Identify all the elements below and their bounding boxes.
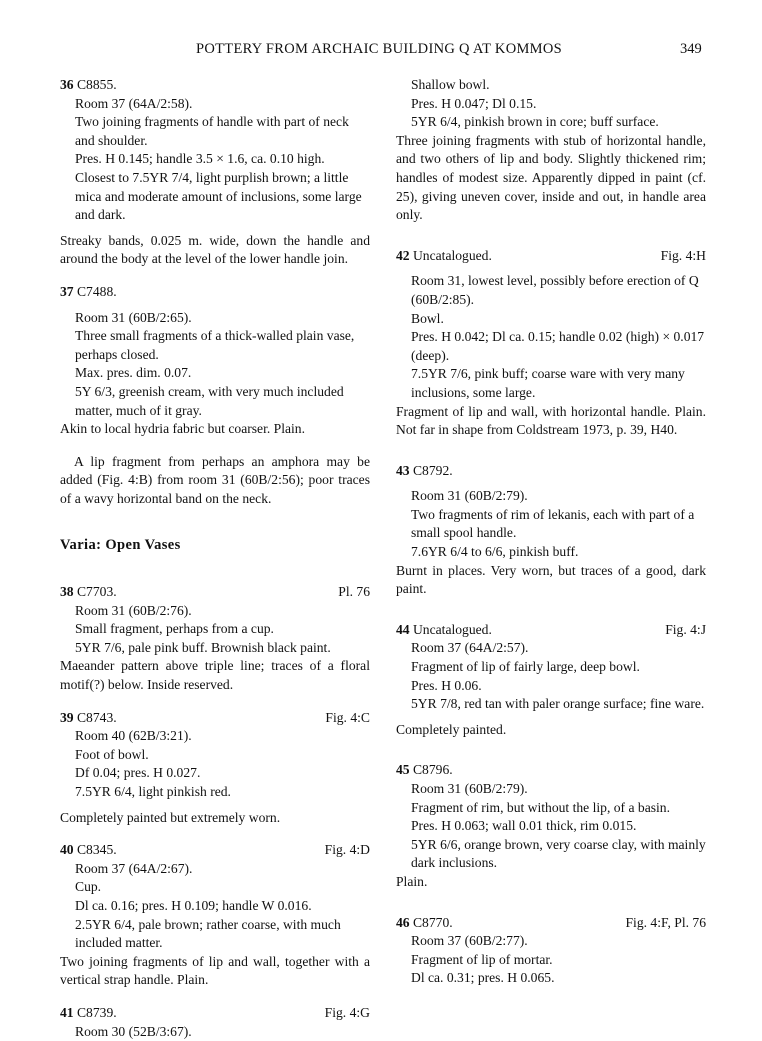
entry-number: 36 <box>60 77 74 92</box>
catalogue-entry-41 <box>60 1004 370 1041</box>
figure-reference: Fig. 4:G <box>324 1004 370 1020</box>
page-header <box>0 40 762 62</box>
entry-details <box>60 309 370 421</box>
entry-details <box>60 727 370 801</box>
detail-line: Room 30 (52B/3:67). <box>75 1023 192 1039</box>
entry-number: 41 <box>60 1004 74 1020</box>
detail-line: Two joining fragments of handle with part of neck and shoulder. <box>75 114 349 148</box>
entry-description: Completely painted but extremely worn. <box>60 809 281 825</box>
entry-details <box>396 76 706 132</box>
detail-line: Df 0.04; pres. H 0.027. <box>75 765 201 781</box>
detail-line: Three small fragments of a thick-walled plain vase, perhaps closed. <box>75 328 355 362</box>
detail-line: 5YR 7/6, pale pink buff. Brownish black paint. <box>75 639 331 655</box>
detail-line: Room 37 (64A/2:58). <box>75 95 193 111</box>
entry-number: 44 <box>396 621 410 637</box>
catalogue-entry-41-continued <box>396 76 706 225</box>
detail-line: Bowl. <box>411 310 444 326</box>
catalogue-id: C8743. <box>73 709 117 725</box>
entry-description: Three joining fragments with stub of horizontal handle, and two others of lip and body. Slightly thickened rim; handles of modest size. Apparently dipped in paint (cf. 25), giving uneven cover, inside and out, in handle area only. <box>396 132 706 223</box>
entry-details <box>396 932 706 988</box>
entry-heading <box>60 283 370 302</box>
running-title: POTTERY FROM ARCHAIC BUILDING Q AT KOMMOS <box>196 41 562 57</box>
entry-heading <box>60 76 370 95</box>
catalogue-entry-37 <box>60 283 370 439</box>
detail-line: Closest to 7.5YR 7/4, light purplish brown; a little mica and moderate amount of inclusions, some large and dark. <box>75 169 362 223</box>
detail-line: Room 31, lowest level, possibly before erection of Q (60B/2:85). <box>411 273 699 307</box>
entry-heading <box>60 841 370 860</box>
catalogue-id: C8792. <box>409 462 453 478</box>
detail-line: Dl ca. 0.16; pres. H 0.109; handle W 0.016. <box>75 897 312 913</box>
detail-line: Room 31 (60B/2:79). <box>411 781 528 796</box>
entry-number: 45 <box>396 762 410 778</box>
entry-description: Akin to local hydria fabric but coarser. Plain. <box>60 421 305 437</box>
detail-line: Room 37 (64A/2:57). <box>411 640 529 656</box>
entry-heading <box>60 709 370 728</box>
section-title: Varia: Open Vases <box>60 537 181 554</box>
detail-line: Foot of bowl. <box>75 746 149 762</box>
figure-reference: Fig. 4:J <box>665 621 706 637</box>
entry-number: 39 <box>60 709 74 725</box>
detail-line: 5YR 6/4, pinkish brown in core; buff surface. <box>411 114 659 130</box>
entry-description: Fragment of lip and wall, with horizontal handle. Plain. Not far in shape from Coldstream 1973, p. 39, H40. <box>396 403 706 438</box>
entry-description: Maeander pattern above triple line; traces of a floral motif(?) below. Inside reserved. <box>60 658 370 693</box>
catalogue-id: C7488. <box>73 283 117 299</box>
catalogue-id: C7703. <box>73 584 117 600</box>
figure-reference: Fig. 4:F, Pl. 76 <box>625 914 706 930</box>
detail-line: Room 31 (60B/2:79). <box>411 488 528 504</box>
catalogue-id: Uncatalogued. <box>409 247 492 263</box>
catalogue-entry-44 <box>396 621 706 740</box>
left-column <box>60 76 370 1041</box>
entry-number: 37 <box>60 283 74 299</box>
entry-heading <box>396 247 706 266</box>
right-column <box>396 76 706 988</box>
entry-details <box>60 860 370 953</box>
catalogue-entry-43 <box>396 462 706 599</box>
catalogue-id: C8345. <box>73 842 117 858</box>
detail-line: Dl ca. 0.31; pres. H 0.065. <box>411 970 555 986</box>
catalogue-entry-40 <box>60 841 370 990</box>
entry-heading <box>396 462 706 481</box>
entry-details <box>396 780 706 873</box>
entry-description: Plain. <box>396 873 428 889</box>
detail-line: 5YR 6/6, orange brown, very coarse clay, with mainly dark inclusions. <box>411 836 706 871</box>
detail-line: Shallow bowl. <box>411 77 490 92</box>
figure-reference: Fig. 4:C <box>325 709 370 725</box>
entry-number: 43 <box>396 462 410 478</box>
entry-number: 38 <box>60 584 74 600</box>
entry-heading <box>60 583 370 602</box>
detail-line: Room 31 (60B/2:65). <box>75 309 192 325</box>
detail-line: Pres. H 0.042; Dl ca. 0.15; handle 0.02 (high) × 0.017 (deep). <box>411 329 705 363</box>
detail-line: Room 40 (62B/3:21). <box>75 728 192 744</box>
detail-line: Small fragment, perhaps from a cup. <box>75 621 274 637</box>
entry-heading <box>396 621 706 640</box>
entry-details <box>60 1023 370 1041</box>
detail-line: Room 37 (60B/2:77). <box>411 933 528 949</box>
detail-line: Cup. <box>75 879 102 895</box>
entry-number: 40 <box>60 842 74 858</box>
detail-line: 7.6YR 6/4 to 6/6, pinkish buff. <box>411 544 579 560</box>
page-number: 349 <box>680 41 702 57</box>
detail-line: Pres. H 0.047; Dl 0.15. <box>411 95 537 111</box>
detail-line: Pres. H 0.06. <box>411 677 482 693</box>
catalogue-entry-39 <box>60 709 370 828</box>
entry-heading <box>396 761 706 780</box>
catalogue-entry-42 <box>396 247 706 440</box>
entry-number: 42 <box>396 247 410 263</box>
figure-reference: Fig. 4:H <box>660 247 706 263</box>
detail-line: Fragment of lip of fairly large, deep bowl. <box>411 659 640 675</box>
entry-details <box>60 95 370 225</box>
catalogue-id: C8855. <box>73 77 117 92</box>
entry-details <box>60 602 370 658</box>
detail-line: 5Y 6/3, greenish cream, with very much included matter, much of it gray. <box>75 383 344 418</box>
detail-line: Max. pres. dim. 0.07. <box>75 365 192 381</box>
detail-line: Fragment of rim, but without the lip, of a basin. <box>411 799 670 815</box>
catalogue-id: C8739. <box>73 1004 117 1020</box>
detail-line: Two fragments of rim of lekanis, each with part of a small spool handle. <box>411 506 695 541</box>
entry-description: Two joining fragments of lip and wall, together with a vertical strap handle. Plain. <box>60 953 370 988</box>
entry-details <box>396 272 706 402</box>
entry-description: Streaky bands, 0.025 m. wide, down the handle and around the body at the level of the lower handle join. <box>60 232 370 267</box>
detail-line: Pres. H 0.063; wall 0.01 thick, rim 0.015. <box>411 818 637 834</box>
catalogue-entry-36 <box>60 76 370 269</box>
figure-reference: Fig. 4:D <box>324 842 370 858</box>
catalogue-entry-46 <box>396 914 706 988</box>
catalogue-id: C8796. <box>409 762 453 778</box>
entry-number: 46 <box>396 914 410 930</box>
figure-reference: Pl. 76 <box>338 584 370 600</box>
detail-line: 7.5YR 7/6, pink buff; coarse ware with very many inclusions, some large. <box>411 366 685 400</box>
detail-line: 2.5YR 6/4, pale brown; rather coarse, with much included matter. <box>75 916 341 951</box>
entry-heading <box>60 1004 370 1023</box>
entry-heading <box>396 914 706 933</box>
entry-details <box>396 639 706 713</box>
detail-line: Room 37 (64A/2:67). <box>75 860 193 876</box>
note-paragraph: A lip fragment from perhaps an amphora may be added (Fig. 4:B) from room 31 (60B/2:56); poor traces of a wavy horizontal band on the neck. <box>60 453 370 506</box>
entry-description: Burnt in places. Very worn, but traces of a good, dark paint. <box>396 562 706 597</box>
detail-line: Fragment of lip of mortar. <box>411 951 553 967</box>
detail-line: Pres. H 0.145; handle 3.5 × 1.6, ca. 0.10 high. <box>75 151 325 167</box>
catalogue-entry-45 <box>396 761 706 891</box>
detail-line: 7.5YR 6/4, light pinkish red. <box>75 784 231 799</box>
catalogue-id: Uncatalogued. <box>409 621 492 637</box>
catalogue-id: C8770. <box>409 914 453 930</box>
entry-description: Completely painted. <box>396 721 507 737</box>
detail-line: Room 31 (60B/2:76). <box>75 602 192 618</box>
catalogue-entry-38 <box>60 583 370 695</box>
detail-line: 5YR 7/8, red tan with paler orange surface; fine ware. <box>411 696 705 712</box>
entry-details <box>396 487 706 561</box>
